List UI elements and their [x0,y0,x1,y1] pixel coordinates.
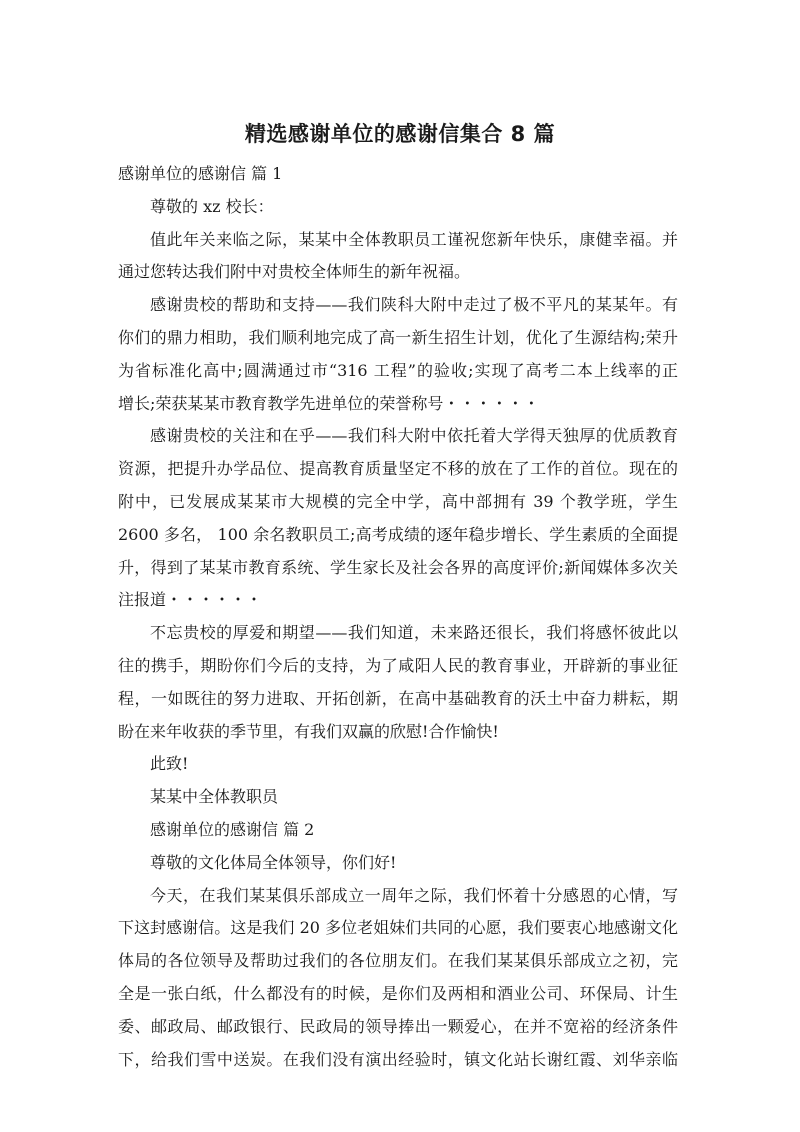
text-line: 资源，把提升办学品位、提高教育质量坚定不移的放在了工作的首位。现在的 [118,459,678,479]
text-line: 此致! [150,754,189,774]
text-line: 往的携手，期盼你们今后的支持，为了咸阳人民的教育事业，开辟新的事业征 [118,655,678,675]
text-line: 为省标准化高中;圆满通过市“316 工程”的验收;实现了高考二本上线率的正 [118,360,678,380]
text-line: 通过您转达我们附中对贵校全体师生的新年祝福。 [118,262,471,282]
text-line: 值此年关来临之际，某某中全体教职员工谨祝您新年快乐，康健幸福。并 [150,229,678,249]
text-line: 下，给我们雪中送炭。在我们没有演出经验时，镇文化站长谢红霞、刘华亲临 [118,1049,678,1069]
text-line: 附中，已发展成某某市大规模的完全中学，高中部拥有 39 个教学班，学生 [118,491,678,511]
text-line: 增长;荣获某某市教育教学先进单位的荣誉称号・・・・・・ [118,393,540,413]
text-line: 不忘贵校的厚爱和期望——我们知道，未来路还很长，我们将感怀彼此以 [150,623,678,643]
text-line: 感谢单位的感谢信 篇 2 [150,819,315,839]
text-line: 注报道・・・・・・ [118,590,263,610]
text-line: 感谢贵校的帮助和支持——我们陕科大附中走过了极不平凡的某某年。有 [150,295,678,315]
text-line: 升，得到了某某市教育系统、学生家长及社会各界的高度评价;新闻媒体多次关 [118,557,678,577]
text-line: 某某中全体教职员 [150,787,279,807]
text-line: 尊敬的 xz 校长： [150,196,274,216]
document-body [118,158,678,1076]
text-line: 感谢单位的感谢信 篇 1 [118,164,283,183]
text-line: 全是一张白纸，什么都没有的时候，是你们及两相和酒业公司、环保局、计生 [118,983,678,1003]
text-line: 今天，在我们某某俱乐部成立一周年之际，我们怀着十分感恩的心情，写 [150,885,678,905]
text-line: 你们的鼎力相助，我们顺利地完成了高一新生招生计划，优化了生源结构;荣升 [118,327,678,347]
text-line: 盼在来年收获的季节里，有我们双赢的欣慰!合作愉快! [118,721,499,741]
text-line: 程，一如既往的努力进取、开拓创新，在高中基础教育的沃土中奋力耕耘，期 [118,688,678,708]
text-line: 感谢贵校的关注和在乎——我们科大附中依托着大学得天独厚的优质教育 [150,426,678,446]
text-line: 下这封感谢信。这是我们 20 多位老姐妹们共同的心愿，我们要衷心地感谢文化 [118,918,678,938]
text-line: 尊敬的文化体局全体领导，你们好! [150,852,397,872]
document-title: 精选感谢单位的感谢信集合 8 篇 [244,122,556,146]
text-line: 体局的各位领导及帮助过我们的各位朋友们。在我们某某俱乐部成立之初，完 [118,951,678,971]
text-line: 委、邮政局、邮政银行、民政局的领导捧出一颗爱心，在并不宽裕的经济条件 [118,1016,678,1036]
text-line: 2600 多名， 100 余名教职员工;高考成绩的逐年稳步增长、学生素质的全面提 [118,524,678,544]
